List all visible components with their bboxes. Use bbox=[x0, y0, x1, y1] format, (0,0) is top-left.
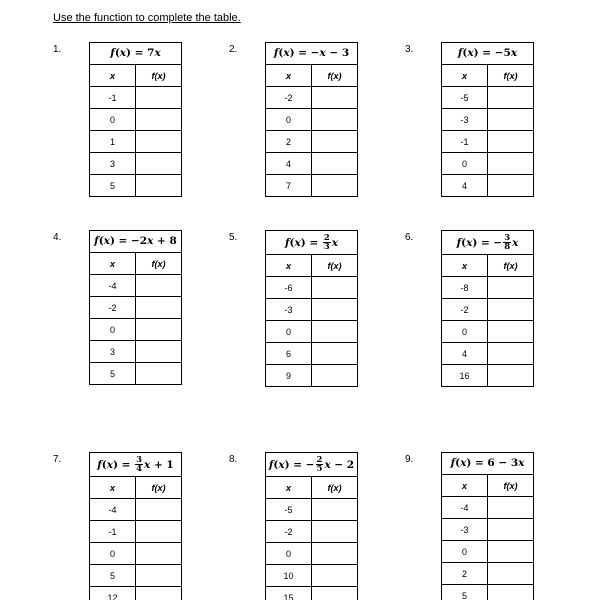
x-value-cell: 7 bbox=[266, 175, 312, 197]
fx-answer-cell[interactable] bbox=[488, 343, 534, 365]
column-header-fx bbox=[136, 253, 182, 275]
table-row bbox=[90, 175, 182, 197]
x-value-cell: 15 bbox=[266, 587, 312, 600]
table-row bbox=[266, 499, 358, 521]
math-variable: f bbox=[268, 458, 274, 471]
math-variable: x bbox=[512, 236, 519, 249]
column-header-fx bbox=[312, 255, 358, 277]
function-row bbox=[90, 231, 182, 253]
header-row bbox=[442, 475, 534, 497]
problem-number: 1. bbox=[53, 44, 62, 55]
fx-answer-cell[interactable] bbox=[136, 543, 182, 565]
x-value-cell: 6 bbox=[266, 343, 312, 365]
header-label: x bbox=[285, 70, 291, 81]
header-label: f(x) bbox=[327, 482, 342, 493]
function-table bbox=[441, 452, 534, 600]
fx-answer-cell[interactable] bbox=[136, 341, 182, 363]
math-variable: x bbox=[106, 458, 114, 471]
math-variable: f bbox=[457, 47, 463, 60]
math-variable: f bbox=[94, 235, 99, 248]
table-row bbox=[90, 543, 182, 565]
fx-answer-cell[interactable] bbox=[136, 131, 182, 153]
header-row bbox=[442, 255, 534, 277]
fraction bbox=[316, 456, 324, 474]
table-row bbox=[442, 563, 534, 585]
x-value-cell: -2 bbox=[266, 521, 312, 543]
fraction-denominator: 3 bbox=[323, 242, 330, 252]
x-value-cell: 0 bbox=[90, 109, 136, 131]
function-cell bbox=[90, 43, 182, 65]
fx-answer-cell[interactable] bbox=[488, 321, 534, 343]
x-value-cell: 0 bbox=[442, 153, 488, 175]
header-label: x bbox=[285, 482, 291, 493]
x-value-cell: -2 bbox=[90, 297, 136, 319]
header-row bbox=[266, 255, 358, 277]
fx-answer-cell[interactable] bbox=[488, 277, 534, 299]
fx-answer-cell[interactable] bbox=[136, 587, 182, 600]
column-header-x bbox=[442, 475, 488, 497]
fx-answer-cell[interactable] bbox=[488, 153, 534, 175]
header-row bbox=[442, 65, 534, 87]
x-value-cell: 4 bbox=[442, 343, 488, 365]
column-header-fx bbox=[488, 65, 534, 87]
math-variable: x bbox=[518, 457, 525, 470]
function-row bbox=[90, 43, 182, 65]
table-row bbox=[266, 321, 358, 343]
column-header-x bbox=[90, 477, 136, 499]
x-value-cell: 0 bbox=[266, 543, 312, 565]
x-value-cell: 16 bbox=[442, 365, 488, 387]
table-row bbox=[266, 521, 358, 543]
math-variable: f bbox=[450, 457, 456, 470]
function-cell bbox=[266, 43, 358, 65]
x-value-cell: 3 bbox=[90, 153, 136, 175]
table-row bbox=[442, 131, 534, 153]
function-row bbox=[442, 231, 534, 255]
table-row bbox=[266, 543, 358, 565]
function-table bbox=[89, 230, 182, 385]
fx-answer-cell[interactable] bbox=[136, 175, 182, 197]
fx-answer-cell[interactable] bbox=[488, 519, 534, 541]
problem-5 bbox=[229, 230, 358, 387]
column-header-x bbox=[90, 65, 136, 87]
problem-number: 3. bbox=[405, 44, 414, 55]
x-value-cell: 0 bbox=[442, 321, 488, 343]
math-variable: x bbox=[510, 47, 518, 60]
function-table bbox=[265, 42, 358, 197]
table-row bbox=[90, 297, 182, 319]
function-cell bbox=[266, 231, 358, 255]
fx-answer-cell[interactable] bbox=[312, 499, 358, 521]
header-label: x bbox=[285, 260, 291, 271]
problem-number: 4. bbox=[53, 232, 62, 243]
x-value-cell: -5 bbox=[266, 499, 312, 521]
table-row bbox=[442, 541, 534, 563]
math-variable: x bbox=[324, 458, 331, 471]
fx-answer-cell[interactable] bbox=[136, 87, 182, 109]
math-variable: x bbox=[144, 458, 151, 471]
x-value-cell: 2 bbox=[442, 563, 488, 585]
worksheet-instructions: Use the function to complete the table. bbox=[53, 12, 241, 24]
fx-answer-cell[interactable] bbox=[488, 563, 534, 585]
table-row bbox=[90, 565, 182, 587]
math-variable: x bbox=[154, 47, 161, 60]
x-value-cell: -3 bbox=[266, 299, 312, 321]
fraction-denominator: 8 bbox=[504, 242, 511, 252]
column-header-fx bbox=[488, 475, 534, 497]
x-value-cell: -4 bbox=[442, 497, 488, 519]
math-variable: f bbox=[284, 236, 290, 249]
table-row bbox=[90, 363, 182, 385]
x-value-cell: 0 bbox=[266, 321, 312, 343]
x-value-cell: -1 bbox=[90, 521, 136, 543]
problem-1 bbox=[53, 42, 182, 197]
x-value-cell: -3 bbox=[442, 109, 488, 131]
x-value-cell: 0 bbox=[90, 319, 136, 341]
fx-answer-cell[interactable] bbox=[488, 365, 534, 387]
problem-number: 2. bbox=[229, 44, 238, 55]
header-row bbox=[90, 65, 182, 87]
math-variable: x bbox=[319, 47, 326, 60]
table-row bbox=[266, 109, 358, 131]
fraction-numerator: 2 bbox=[323, 232, 330, 243]
column-header-fx bbox=[312, 477, 358, 499]
x-value-cell: -2 bbox=[442, 299, 488, 321]
x-value-cell: 4 bbox=[442, 175, 488, 197]
table-row bbox=[266, 277, 358, 299]
header-label: f(x) bbox=[151, 482, 166, 493]
table-row bbox=[442, 175, 534, 197]
column-header-fx bbox=[312, 65, 358, 87]
fx-answer-cell[interactable] bbox=[312, 521, 358, 543]
table-row bbox=[266, 153, 358, 175]
column-header-x bbox=[90, 253, 136, 275]
problem-2 bbox=[229, 42, 358, 197]
fraction bbox=[135, 456, 143, 474]
table-row bbox=[442, 277, 534, 299]
fraction-numerator: 3 bbox=[136, 454, 143, 465]
x-value-cell: 5 bbox=[90, 363, 136, 385]
function-rule: f(x) = −x − 3 bbox=[273, 47, 350, 60]
fx-answer-cell[interactable] bbox=[488, 299, 534, 321]
fx-answer-cell[interactable] bbox=[312, 175, 358, 197]
fraction-numerator: 3 bbox=[504, 232, 511, 243]
problem-8 bbox=[229, 452, 358, 600]
fx-answer-cell[interactable] bbox=[136, 521, 182, 543]
header-label: f(x) bbox=[503, 480, 518, 491]
table-row bbox=[266, 587, 358, 600]
header-label: x bbox=[109, 482, 115, 493]
fx-answer-cell[interactable] bbox=[312, 87, 358, 109]
x-value-cell: 1 bbox=[90, 131, 136, 153]
function-table bbox=[265, 230, 358, 387]
fraction-numerator: 2 bbox=[316, 454, 323, 465]
x-value-cell: 0 bbox=[90, 543, 136, 565]
function-row bbox=[442, 453, 534, 475]
table-row bbox=[266, 87, 358, 109]
fx-answer-cell[interactable] bbox=[488, 109, 534, 131]
function-cell bbox=[266, 453, 358, 477]
column-header-x bbox=[266, 255, 312, 277]
function-cell bbox=[442, 453, 534, 475]
table-row bbox=[90, 131, 182, 153]
x-value-cell: -4 bbox=[90, 499, 136, 521]
problem-number: 5. bbox=[229, 232, 238, 243]
header-row bbox=[266, 477, 358, 499]
function-rule: f(x) = $\frac{3}{4}$ x + 1 bbox=[97, 454, 174, 474]
table-row bbox=[442, 109, 534, 131]
function-table bbox=[265, 452, 358, 600]
table-row bbox=[442, 365, 534, 387]
column-header-x bbox=[442, 65, 488, 87]
table-row bbox=[266, 565, 358, 587]
x-value-cell: -4 bbox=[90, 275, 136, 297]
table-row bbox=[266, 131, 358, 153]
math-variable: x bbox=[466, 236, 473, 249]
function-table bbox=[89, 452, 182, 600]
column-header-x bbox=[442, 255, 488, 277]
fx-answer-cell[interactable] bbox=[312, 565, 358, 587]
function-table bbox=[441, 42, 534, 197]
column-header-fx bbox=[136, 65, 182, 87]
table-row bbox=[90, 341, 182, 363]
function-rule: f(x) = − $\frac{3}{8}$ x bbox=[456, 232, 519, 252]
header-label: x bbox=[461, 480, 467, 491]
function-row bbox=[90, 453, 182, 477]
math-variable: f bbox=[97, 458, 102, 471]
math-variable: x bbox=[103, 235, 110, 248]
header-label: f(x) bbox=[503, 70, 518, 81]
table-row bbox=[266, 175, 358, 197]
fx-answer-cell[interactable] bbox=[312, 153, 358, 175]
table-row bbox=[90, 499, 182, 521]
problem-number: 6. bbox=[405, 232, 414, 243]
x-value-cell: 0 bbox=[442, 541, 488, 563]
x-value-cell: 12 bbox=[90, 587, 136, 600]
problem-3 bbox=[405, 42, 534, 197]
function-cell bbox=[90, 231, 182, 253]
table-row bbox=[90, 319, 182, 341]
function-rule: f(x) = 7x bbox=[110, 47, 161, 60]
header-label: f(x) bbox=[503, 260, 518, 271]
header-row bbox=[90, 253, 182, 275]
problem-number: 8. bbox=[229, 454, 238, 465]
table-row bbox=[90, 153, 182, 175]
math-variable: x bbox=[331, 236, 339, 249]
header-label: f(x) bbox=[327, 260, 342, 271]
function-cell bbox=[90, 453, 182, 477]
problem-6 bbox=[405, 230, 534, 387]
problem-4 bbox=[53, 230, 182, 385]
fx-answer-cell[interactable] bbox=[312, 109, 358, 131]
fx-answer-cell[interactable] bbox=[136, 297, 182, 319]
table-row bbox=[442, 87, 534, 109]
fx-answer-cell[interactable] bbox=[136, 275, 182, 297]
x-value-cell: -8 bbox=[442, 277, 488, 299]
math-variable: x bbox=[460, 457, 467, 470]
table-row bbox=[90, 521, 182, 543]
function-rule: f(x) = −2x + 8 bbox=[94, 235, 177, 248]
x-value-cell: 4 bbox=[266, 153, 312, 175]
function-row bbox=[266, 453, 358, 477]
table-row bbox=[442, 519, 534, 541]
fx-answer-cell[interactable] bbox=[488, 87, 534, 109]
function-row bbox=[266, 231, 358, 255]
table-row bbox=[442, 585, 534, 600]
fraction-denominator: 4 bbox=[136, 464, 143, 474]
header-label: f(x) bbox=[151, 258, 166, 269]
math-variable: x bbox=[467, 47, 474, 60]
problem-number: 7. bbox=[53, 454, 62, 465]
fx-answer-cell[interactable] bbox=[312, 587, 358, 600]
x-value-cell: 5 bbox=[90, 565, 136, 587]
x-value-cell: -1 bbox=[442, 131, 488, 153]
math-variable: x bbox=[119, 47, 127, 60]
table-row bbox=[90, 587, 182, 600]
header-label: f(x) bbox=[327, 70, 342, 81]
fx-answer-cell[interactable] bbox=[312, 277, 358, 299]
function-cell bbox=[442, 43, 534, 65]
fx-answer-cell[interactable] bbox=[136, 319, 182, 341]
problem-7 bbox=[53, 452, 182, 600]
x-value-cell: 3 bbox=[90, 341, 136, 363]
header-row bbox=[90, 477, 182, 499]
fx-answer-cell[interactable] bbox=[312, 131, 358, 153]
function-rule: f(x) = − $\frac{2}{5}$ x − 2 bbox=[268, 454, 355, 474]
fx-answer-cell[interactable] bbox=[136, 499, 182, 521]
table-row bbox=[442, 153, 534, 175]
function-row bbox=[442, 43, 534, 65]
fx-answer-cell[interactable] bbox=[136, 565, 182, 587]
fx-answer-cell[interactable] bbox=[136, 363, 182, 385]
table-row bbox=[90, 109, 182, 131]
function-table bbox=[89, 42, 182, 197]
x-value-cell: 0 bbox=[266, 109, 312, 131]
fx-answer-cell[interactable] bbox=[488, 497, 534, 519]
column-header-x bbox=[266, 477, 312, 499]
function-cell bbox=[442, 231, 534, 255]
function-row bbox=[266, 43, 358, 65]
problem-9 bbox=[405, 452, 534, 600]
x-value-cell: 5 bbox=[90, 175, 136, 197]
x-value-cell: 9 bbox=[266, 365, 312, 387]
fx-answer-cell[interactable] bbox=[312, 299, 358, 321]
fx-answer-cell[interactable] bbox=[136, 153, 182, 175]
table-row bbox=[442, 299, 534, 321]
header-label: x bbox=[109, 258, 115, 269]
table-row bbox=[266, 343, 358, 365]
math-variable: x bbox=[283, 47, 290, 60]
table-row bbox=[90, 87, 182, 109]
fx-answer-cell[interactable] bbox=[312, 343, 358, 365]
fx-answer-cell[interactable] bbox=[312, 543, 358, 565]
function-rule: f(x) = 6 − 3x bbox=[450, 457, 525, 470]
function-rule: f(x) = $\frac{2}{3}$ x bbox=[284, 232, 339, 252]
fx-answer-cell[interactable] bbox=[312, 321, 358, 343]
header-label: f(x) bbox=[151, 70, 166, 81]
fx-answer-cell[interactable] bbox=[312, 365, 358, 387]
x-value-cell: 2 bbox=[266, 131, 312, 153]
x-value-cell: -2 bbox=[266, 87, 312, 109]
header-label: x bbox=[461, 260, 467, 271]
table-row bbox=[266, 365, 358, 387]
table-row bbox=[90, 275, 182, 297]
column-header-fx bbox=[136, 477, 182, 499]
table-row bbox=[442, 343, 534, 365]
math-variable: f bbox=[273, 47, 279, 60]
header-label: x bbox=[109, 70, 115, 81]
fx-answer-cell[interactable] bbox=[488, 585, 534, 600]
column-header-fx bbox=[488, 255, 534, 277]
table-row bbox=[442, 321, 534, 343]
fx-answer-cell[interactable] bbox=[488, 541, 534, 563]
fraction-denominator: 5 bbox=[316, 464, 323, 474]
x-value-cell: -1 bbox=[90, 87, 136, 109]
math-variable: x bbox=[147, 235, 154, 248]
fx-answer-cell[interactable] bbox=[488, 175, 534, 197]
fraction bbox=[503, 234, 511, 252]
column-header-x bbox=[266, 65, 312, 87]
x-value-cell: -5 bbox=[442, 87, 488, 109]
math-variable: f bbox=[110, 47, 115, 60]
fraction bbox=[323, 234, 331, 252]
math-variable: f bbox=[456, 236, 462, 249]
math-variable: x bbox=[294, 236, 301, 249]
fx-answer-cell[interactable] bbox=[136, 109, 182, 131]
x-value-cell: -6 bbox=[266, 277, 312, 299]
header-row bbox=[266, 65, 358, 87]
table-row bbox=[442, 497, 534, 519]
table-row bbox=[266, 299, 358, 321]
header-label: x bbox=[461, 70, 467, 81]
x-value-cell: 5 bbox=[442, 585, 488, 600]
x-value-cell: 10 bbox=[266, 565, 312, 587]
x-value-cell: -3 bbox=[442, 519, 488, 541]
math-variable: x bbox=[278, 458, 285, 471]
function-rule: f(x) = −5x bbox=[457, 47, 518, 60]
problem-number: 9. bbox=[405, 454, 414, 465]
function-table bbox=[441, 230, 534, 387]
fx-answer-cell[interactable] bbox=[488, 131, 534, 153]
